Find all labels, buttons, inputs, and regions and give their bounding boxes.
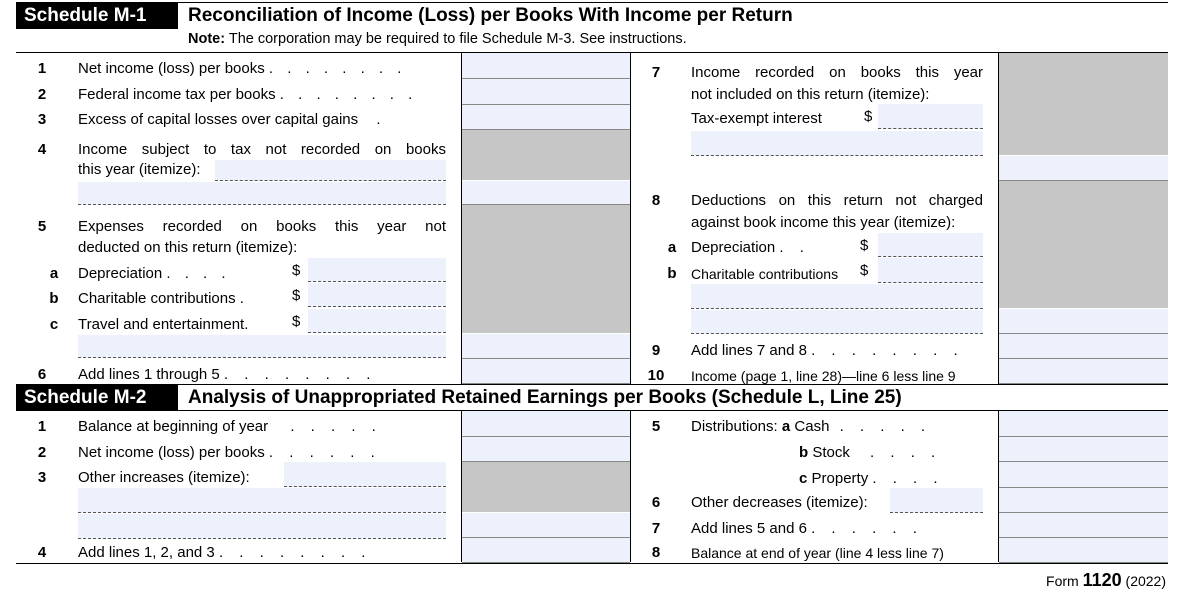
line-letter: a: [49, 265, 59, 282]
line-number: 7: [651, 64, 661, 81]
line-4-amount-field[interactable]: [462, 181, 630, 205]
line-label: Distributions: a Cash . . . . .: [691, 418, 932, 435]
line-4-itemize-field[interactable]: [215, 160, 446, 181]
line-label: Net income (loss) per books . . . . . .: [78, 444, 381, 461]
line-5-amount-field[interactable]: [462, 334, 630, 359]
line-number: 7: [651, 520, 661, 537]
schedule-m1-title: Reconciliation of Income (Loss) per Books With Income per Return: [188, 5, 793, 26]
line-label: Deductions on this return not charged: [691, 192, 983, 209]
m2-line-2-amount-field[interactable]: [462, 437, 630, 462]
line-label: Depreciation . .: [691, 239, 810, 256]
line-number: 4: [37, 544, 47, 561]
line-label-continued: against book income this year (itemize):: [691, 214, 956, 231]
shaded-cell: [999, 181, 1168, 308]
line-label: Federal income tax per books . . . . . . . .: [78, 86, 418, 103]
line-6-amount-field[interactable]: [462, 359, 630, 384]
line-8b-amount-field[interactable]: [878, 258, 983, 283]
note-label: Note:: [188, 31, 226, 47]
tax-exempt-interest-field[interactable]: [878, 104, 983, 129]
form-prefix: Form: [1046, 573, 1079, 589]
form-footer: [1046, 570, 1166, 591]
form-year: (2022): [1125, 573, 1166, 589]
line-label: Net income (loss) per books . . . . . . . .: [78, 60, 407, 77]
line-10-amount-field[interactable]: [999, 359, 1168, 384]
shaded-cell: [462, 205, 630, 333]
other-decreases-amount-field[interactable]: [999, 488, 1168, 513]
m2-line-8-amount-field[interactable]: [999, 538, 1168, 563]
line-number: 8: [651, 544, 661, 561]
line-8-amount-field[interactable]: [999, 309, 1168, 334]
distributions-property-field[interactable]: [999, 462, 1168, 488]
line-9-amount-field[interactable]: [999, 334, 1168, 359]
line-label: Income recorded on books this year: [691, 64, 983, 81]
dollar-sign: $: [860, 262, 869, 279]
m2-line-3-itemize-field[interactable]: [284, 462, 446, 487]
shaded-cell: [462, 462, 630, 512]
m2-line-1-amount-field[interactable]: [462, 411, 630, 437]
line-number: 5: [37, 218, 47, 235]
dollar-sign: $: [292, 262, 301, 279]
line-label: Other decreases (itemize):: [691, 494, 868, 511]
line-number: 6: [37, 366, 47, 383]
dollar-sign: $: [864, 108, 873, 125]
m2-line-4-amount-field[interactable]: [462, 538, 630, 563]
line-7-amount-field[interactable]: [999, 156, 1168, 181]
line-label: b Stock . . . .: [799, 444, 942, 461]
line-label: Add lines 7 and 8 . . . . . . . .: [691, 342, 964, 359]
line-label: Charitable contributions: [691, 266, 839, 282]
line-number: 9: [651, 342, 661, 359]
line-8a-amount-field[interactable]: [878, 233, 983, 257]
line-label-continued: this year (itemize):: [78, 161, 201, 178]
m2-line-7-amount-field[interactable]: [999, 513, 1168, 538]
line-number: 2: [37, 444, 47, 461]
line-8-itemize-field-2[interactable]: [691, 310, 983, 334]
line-label: Other increases (itemize):: [78, 469, 250, 486]
line-5a-amount-field[interactable]: [308, 258, 446, 282]
distributions-cash-field[interactable]: [999, 411, 1168, 437]
dollar-sign: $: [292, 313, 301, 330]
other-decreases-itemize-field[interactable]: [890, 488, 983, 513]
m2-line-3-amount-field[interactable]: [462, 513, 630, 538]
m2-line-3-itemize-field-2[interactable]: [78, 488, 446, 513]
line-number: 1: [37, 418, 47, 435]
line-7-itemize-field[interactable]: [691, 131, 983, 156]
schedule-m1-note: [188, 31, 687, 47]
dollar-sign: $: [860, 237, 869, 254]
line-8-itemize-field[interactable]: [691, 284, 983, 309]
line-number: 10: [647, 367, 665, 384]
line-number: 4: [37, 141, 47, 158]
line-2-amount-field[interactable]: [462, 79, 630, 105]
line-number: 3: [37, 111, 47, 128]
line-number: 5: [651, 418, 661, 435]
line-label-continued: deducted on this return (itemize):: [78, 239, 298, 256]
shaded-cell: [999, 53, 1168, 155]
line-label: Balance at end of year (line 4 less line 7): [691, 545, 944, 561]
line-label: Travel and entertainment.: [78, 316, 249, 333]
line-label: Tax-exempt interest: [691, 110, 822, 127]
line-label: Expenses recorded on books this year not: [78, 218, 446, 235]
line-label: Excess of capital losses over capital gains .: [78, 111, 381, 128]
shaded-cell: [462, 130, 630, 180]
line-label: Charitable contributions .: [78, 290, 244, 307]
schedule-m2-badge: Schedule M-2: [16, 385, 178, 411]
line-5b-amount-field[interactable]: [308, 283, 446, 307]
line-label: Balance at beginning of year . . . . .: [78, 418, 382, 435]
line-letter: a: [667, 239, 677, 256]
line-label: Income subject to tax not recorded on books: [78, 141, 446, 158]
line-letter: b: [49, 290, 59, 307]
line-1-amount-field[interactable]: [462, 53, 630, 79]
schedule-m2-title: Analysis of Unappropriated Retained Earnings per Books (Schedule L, Line 25): [188, 387, 902, 408]
line-letter: b: [667, 265, 677, 282]
line-label: Depreciation . . . .: [78, 265, 231, 282]
line-4-itemize-field-2[interactable]: [78, 182, 446, 205]
line-number: 1: [37, 60, 47, 77]
line-letter: c: [49, 316, 59, 333]
line-number: 8: [651, 192, 661, 209]
note-text: The corporation may be required to file Schedule M-3. See instructions.: [228, 31, 687, 47]
line-3-amount-field[interactable]: [462, 105, 630, 130]
line-number: 6: [651, 494, 661, 511]
line-5-itemize-field[interactable]: [78, 335, 446, 358]
line-label: Add lines 1 through 5 . . . . . . . .: [78, 366, 377, 383]
dollar-sign: $: [292, 287, 301, 304]
line-5c-amount-field[interactable]: [308, 309, 446, 333]
line-number: 3: [37, 469, 47, 486]
line-label-continued: not included on this return (itemize):: [691, 86, 930, 103]
distributions-stock-field[interactable]: [999, 437, 1168, 462]
line-label: Add lines 5 and 6 . . . . . .: [691, 520, 923, 537]
line-label: c Property . . . .: [799, 470, 944, 487]
m2-line-3-itemize-field-3[interactable]: [78, 514, 446, 539]
line-number: 2: [37, 86, 47, 103]
schedule-m1-badge: Schedule M-1: [16, 3, 178, 29]
form-number: 1120: [1082, 570, 1122, 590]
line-label: Income (page 1, line 28)—line 6 less line 9: [691, 368, 956, 384]
line-label: Add lines 1, 2, and 3 . . . . . . . .: [78, 544, 372, 561]
